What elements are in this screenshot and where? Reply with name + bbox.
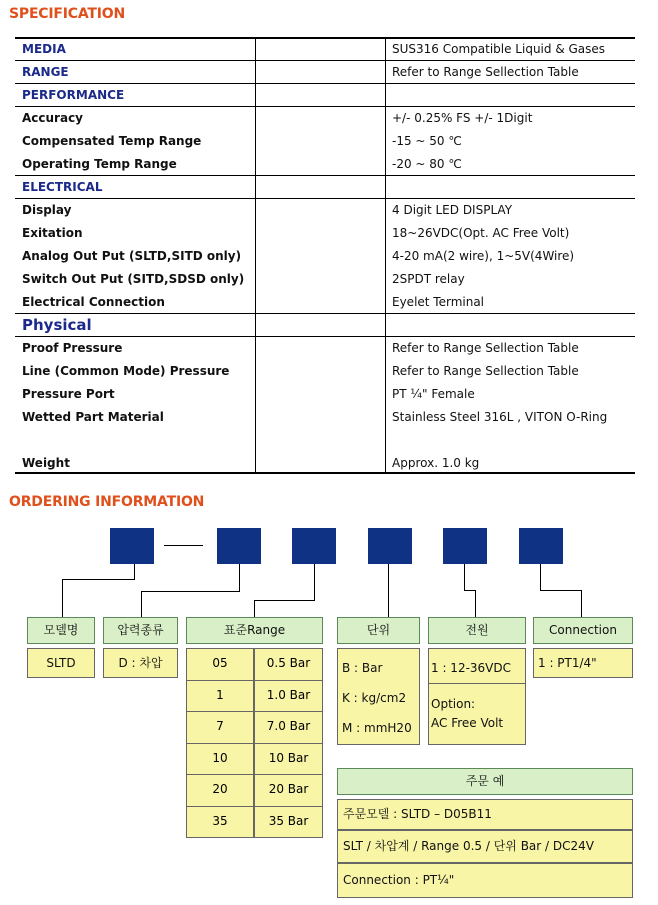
row-divider: [186, 743, 323, 744]
spec-value: 2SPDT relay: [392, 272, 465, 286]
spec-section-heading: Physical: [22, 316, 92, 334]
spec-value: SUS316 Compatible Liquid & Gases: [392, 42, 606, 56]
spec-value: Refer to Range Sellection Table: [392, 364, 579, 378]
range-value: 35 Bar: [268, 814, 309, 828]
order-example-description: SLT / 차압계 / Range 0.5 / 단위 Bar / DC24V: [337, 830, 633, 863]
connector-line: [62, 579, 135, 580]
pressure-type-value: D : 차압: [103, 648, 178, 678]
code-block-power: [443, 528, 487, 564]
column-divider: [385, 37, 386, 474]
pressure-type-header: 압력종류: [103, 617, 178, 644]
spec-label: Display: [22, 203, 72, 217]
spec-value: Refer to Range Sellection Table: [392, 65, 579, 79]
code-block-connection: [519, 528, 563, 564]
power-option-value: AC Free Volt: [431, 716, 504, 730]
range-code: 35: [212, 814, 228, 828]
row-divider: [186, 806, 323, 807]
unit-header: 단위: [337, 617, 420, 644]
connector-line: [254, 600, 255, 617]
spec-section-heading: PERFORMANCE: [22, 88, 125, 102]
row-divider: [15, 198, 635, 199]
model-header: 모델명: [27, 617, 95, 644]
spec-value: -15 ~ 50 ℃: [392, 134, 462, 148]
table-bottom-rule: [15, 472, 635, 474]
row-divider: [15, 313, 635, 314]
range-code: 05: [212, 656, 228, 670]
order-example-connection: Connection : PT¼": [337, 863, 633, 898]
spec-value: 4 Digit LED DISPLAY: [392, 203, 513, 217]
row-divider: [15, 60, 635, 61]
spec-label: RANGE: [22, 65, 69, 79]
connection-value: 1 : PT1/4": [533, 648, 633, 678]
row-divider: [186, 774, 323, 775]
code-dash: [164, 545, 203, 546]
spec-value: -20 ~ 80 ℃: [392, 157, 462, 171]
unit-option: K : kg/cm2: [342, 691, 407, 705]
spec-label: MEDIA: [22, 42, 66, 56]
power-option-label: Option:: [431, 697, 476, 711]
code-block-pressure-type: [217, 528, 261, 564]
range-code: 20: [212, 782, 228, 796]
spec-label: Compensated Temp Range: [22, 134, 202, 148]
connector-line: [239, 564, 240, 591]
range-code: 7: [216, 719, 224, 733]
code-block-model: [110, 528, 154, 564]
spec-section-heading: ELECTRICAL: [22, 180, 103, 194]
spec-value: Refer to Range Sellection Table: [392, 341, 579, 355]
power-main: 1 : 12-36VDC: [431, 661, 512, 675]
spec-label: Wetted Part Material: [22, 410, 164, 424]
range-value: 7.0 Bar: [266, 719, 311, 733]
range-code: 1: [216, 688, 224, 702]
table-top-rule: [15, 37, 635, 39]
spec-label: Analog Out Put (SLTD,SITD only): [22, 249, 242, 263]
unit-options: [337, 648, 420, 745]
spec-value: PT ¼" Female: [392, 387, 475, 401]
row-divider: [15, 106, 635, 107]
spec-label: Electrical Connection: [22, 295, 165, 309]
spec-value: 4-20 mA(2 wire), 1~5V(4Wire): [392, 249, 575, 263]
row-divider: [15, 336, 635, 337]
model-value: SLTD: [27, 648, 95, 678]
range-code: 10: [212, 751, 228, 765]
row-divider: [15, 83, 635, 84]
connector-line: [540, 564, 541, 590]
spec-value: 18~26VDC(Opt. AC Free Volt): [392, 226, 570, 240]
code-block-unit: [368, 528, 412, 564]
unit-option: B : Bar: [342, 661, 383, 675]
code-block-range: [292, 528, 336, 564]
connector-line: [141, 591, 240, 592]
spec-label: Weight: [22, 456, 70, 470]
connector-line: [388, 564, 389, 617]
spec-label: Pressure Port: [22, 387, 115, 401]
connector-line: [141, 591, 142, 617]
spec-label: Accuracy: [22, 111, 84, 125]
range-header: 표준Range: [186, 617, 323, 644]
spec-label: Operating Temp Range: [22, 157, 177, 171]
connector-line: [314, 564, 315, 600]
range-value: 1.0 Bar: [266, 688, 311, 702]
spec-label: Exitation: [22, 226, 83, 240]
power-header: 전원: [428, 617, 526, 644]
connector-line: [475, 590, 476, 617]
connector-line: [254, 600, 315, 601]
connector-line: [134, 564, 135, 579]
spec-label: Proof Pressure: [22, 341, 123, 355]
order-example-model: 주문모델 : SLTD – D05B11: [337, 799, 633, 830]
spec-label: Line (Common Mode) Pressure: [22, 364, 230, 378]
connector-line: [464, 564, 465, 590]
order-example-header: 주문 예: [337, 768, 633, 795]
connection-header: Connection: [533, 617, 633, 644]
column-divider: [255, 37, 256, 474]
spec-value: Stainless Steel 316L , VITON O-Ring: [392, 410, 608, 424]
range-value: 20 Bar: [268, 782, 309, 796]
connector-line: [62, 579, 63, 617]
connector-line: [581, 590, 582, 617]
row-divider: [15, 175, 635, 176]
power-options: [428, 648, 526, 745]
specification-table: [15, 37, 635, 474]
specification-title: SPECIFICATION: [9, 6, 125, 22]
spec-value: Approx. 1.0 kg: [392, 456, 480, 470]
row-divider: [429, 683, 525, 684]
spec-label: Switch Out Put (SITD,SDSD only): [22, 272, 245, 286]
unit-option: M : mmH20: [342, 721, 412, 735]
spec-value: +/- 0.25% FS +/- 1Digit: [392, 111, 533, 125]
connector-line: [540, 590, 582, 591]
range-value: 10 Bar: [268, 751, 309, 765]
ordering-information-title: ORDERING INFORMATION: [9, 494, 205, 510]
range-value: 0.5 Bar: [266, 656, 311, 670]
row-divider: [186, 680, 323, 681]
spec-value: Eyelet Terminal: [392, 295, 485, 309]
row-divider: [186, 711, 323, 712]
